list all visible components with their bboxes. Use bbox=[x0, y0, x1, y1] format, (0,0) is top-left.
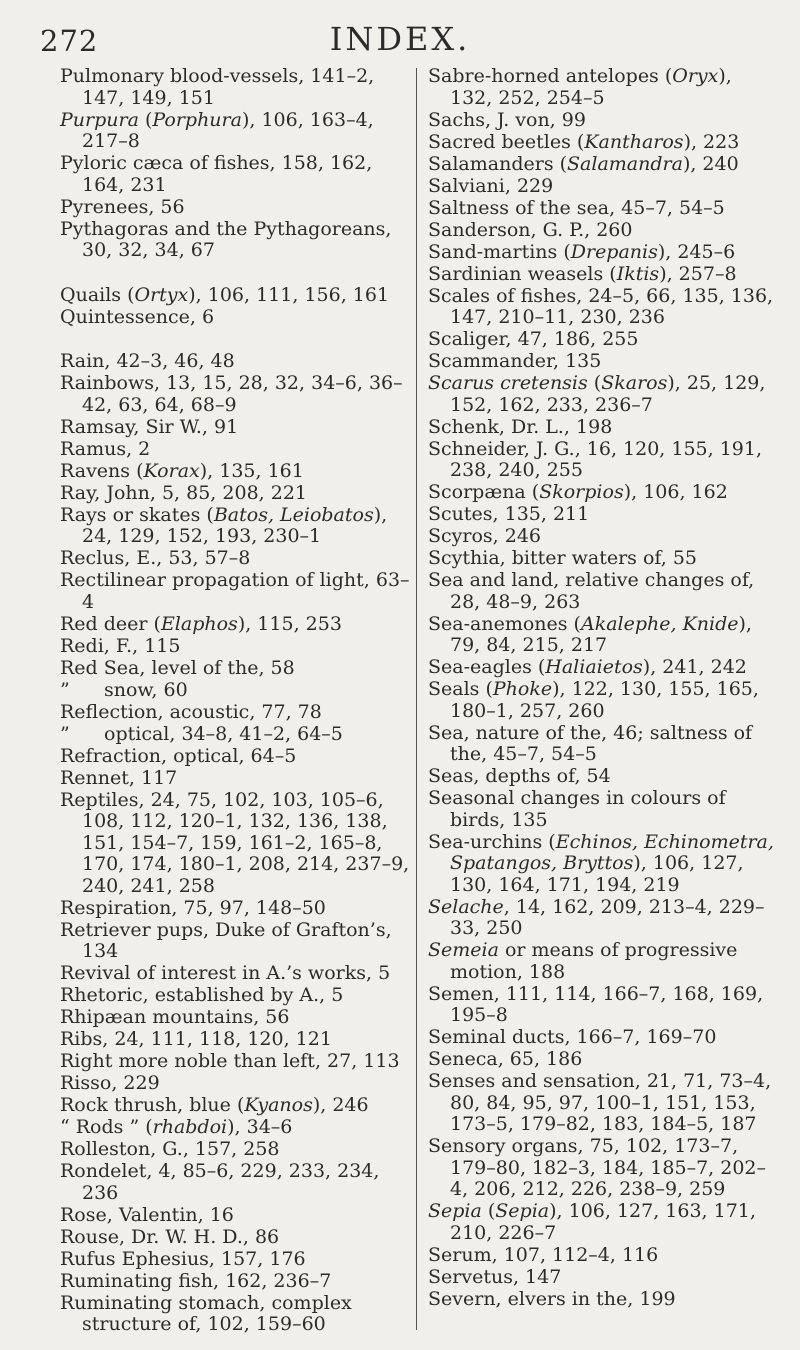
index-entry bbox=[428, 132, 780, 154]
index-entry bbox=[60, 1271, 412, 1293]
index-entry-text: Pyrenees, 56 bbox=[60, 195, 185, 218]
index-entry-text: Retriever pups, Duke of Grafton’s, 134 bbox=[60, 918, 392, 962]
index-entry-italic: Batos, Leiobatos bbox=[213, 503, 374, 526]
index-entry bbox=[428, 657, 780, 679]
index-entry-text: Red deer ( bbox=[60, 612, 161, 635]
index-entry-text: Seasonal changes in colours of birds, 135 bbox=[428, 787, 726, 831]
index-entry-italic: Ortyx bbox=[134, 283, 189, 306]
index-entry bbox=[60, 505, 412, 548]
index-entry-text: Rhipæan mountains, 56 bbox=[60, 1006, 290, 1028]
index-entry-italic: Phoke bbox=[492, 678, 553, 700]
index-entry-text: ), 135, 161 bbox=[199, 459, 304, 482]
index-entry bbox=[60, 1205, 412, 1227]
index-entry-text: Right more noble than left, 27, 113 bbox=[60, 1050, 400, 1072]
index-entry bbox=[60, 1051, 412, 1073]
index-entry bbox=[428, 679, 780, 722]
index-entry-text: Schneider, J. G., 16, 120, 155, 191, 238, 240, 255 bbox=[428, 437, 763, 481]
index-entry-text: ), 106, 111, 156, 161 bbox=[188, 283, 390, 306]
index-column-left bbox=[60, 66, 412, 1336]
index-entry bbox=[428, 1136, 780, 1201]
index-entry bbox=[60, 373, 412, 416]
ditto-mark: ” bbox=[60, 678, 70, 701]
index-entry-text: Sardinian weasels ( bbox=[428, 262, 617, 285]
index-entry-text: Semen, 111, 114, 166–7, 168, 169, 195–8 bbox=[428, 982, 764, 1026]
index-entry-text: ), 240 bbox=[682, 152, 739, 175]
index-entry bbox=[428, 570, 780, 613]
index-entry bbox=[428, 1289, 780, 1311]
index-entry-text: Rain, 42–3, 46, 48 bbox=[60, 350, 235, 372]
index-entry-text: Refraction, optical, 64–5 bbox=[60, 744, 297, 767]
index-entry-text: Rainbows, 13, 15, 28, 32, 34–6, 36–42, 63, 64, 68–9 bbox=[60, 372, 403, 416]
index-entry-italic: Skaros bbox=[601, 372, 668, 394]
index-entry-text: Ravens ( bbox=[60, 459, 144, 482]
index-entry bbox=[60, 768, 412, 790]
index-entry-text: ), 246 bbox=[312, 1094, 369, 1116]
index-entry-text: ), 34–6 bbox=[227, 1116, 293, 1138]
index-entry-text: Revival of interest in A.’s works, 5 bbox=[60, 962, 391, 984]
index-entry-italic: Drepanis bbox=[570, 240, 658, 263]
index-entry-text: ), 241, 242 bbox=[642, 656, 747, 678]
index-entry-text: or means of progressive motion, 188 bbox=[450, 939, 738, 983]
index-entry-text: ), 257–8 bbox=[659, 262, 737, 285]
index-entry-italic: Salamandra bbox=[567, 152, 683, 175]
index-entry-text: Sacred beetles ( bbox=[428, 130, 585, 153]
index-entry bbox=[428, 286, 780, 329]
index-entry bbox=[60, 1227, 412, 1249]
index-entry-italic: Sepia bbox=[428, 1200, 482, 1222]
index-column-right bbox=[428, 66, 780, 1310]
index-entry bbox=[428, 329, 780, 351]
index-entry-text: Scythia, bitter waters of, 55 bbox=[428, 547, 698, 569]
index-entry bbox=[60, 724, 412, 746]
index-entry bbox=[60, 351, 412, 373]
index-entry-text: Scorpæna ( bbox=[428, 481, 540, 503]
index-entry-italic: Scarus cretensis bbox=[428, 372, 588, 394]
index-entry bbox=[428, 614, 780, 657]
index-entry-text: Scyros, 246 bbox=[428, 525, 542, 547]
index-entry bbox=[428, 548, 780, 570]
index-entry bbox=[60, 898, 412, 920]
index-entry bbox=[428, 766, 780, 788]
index-entry-italic: Echinos, Echinometra, Spatangos, Bryttos bbox=[450, 830, 774, 874]
index-entry-italic: rhabdoi bbox=[152, 1116, 228, 1138]
index-entry-text: Rennet, 117 bbox=[60, 766, 178, 789]
index-entry bbox=[428, 482, 780, 504]
index-entry bbox=[428, 723, 780, 766]
index-entry bbox=[60, 153, 412, 196]
index-entry bbox=[428, 1267, 780, 1289]
index-entry-text: Servetus, 147 bbox=[428, 1265, 562, 1288]
index-entry-text: Respiration, 75, 97, 148–50 bbox=[60, 896, 326, 919]
index-entry-text: Ribs, 24, 111, 118, 120, 121 bbox=[60, 1028, 332, 1050]
index-entry-text: optical, 34–8, 41–2, 64–5 bbox=[104, 722, 343, 745]
index-entry-text: Pythagoras and the Pythagoreans, 30, 32, 34, 67 bbox=[60, 217, 392, 261]
index-entry bbox=[428, 897, 780, 940]
index-entry-text: Quails ( bbox=[60, 283, 135, 306]
index-entry-text: Reflection, acoustic, 77, 78 bbox=[60, 700, 322, 723]
index-entry bbox=[428, 351, 780, 373]
index-entry bbox=[60, 985, 412, 1007]
index-entry-text: ), 79, 84, 215, 217 bbox=[450, 612, 752, 656]
index-entry-text: snow, 60 bbox=[104, 678, 188, 701]
index-entry bbox=[60, 1029, 412, 1051]
index-entry-text: Sachs, J. von, 99 bbox=[428, 108, 586, 131]
index-entry-text: Reptiles, 24, 75, 102, 103, 105–6, 108, 112, 120–1, 132, 136, 138, 151, 154–7, 159, 161–2, 165–8, 170, 174, 180–1, 208, 214, 237–9, 240, 241, 258 bbox=[60, 788, 410, 897]
index-entry-text: “ Rods ” ( bbox=[60, 1116, 153, 1138]
index-entry bbox=[60, 920, 412, 963]
index-entry-text: Pyloric cæca of fishes, 158, 162, 164, 231 bbox=[60, 152, 373, 196]
index-entry-italic: Haliaietos bbox=[545, 656, 643, 678]
index-entry bbox=[60, 570, 412, 613]
index-entry bbox=[428, 176, 780, 198]
index-entry bbox=[60, 636, 412, 658]
index-entry-text: Ramsay, Sir W., 91 bbox=[60, 415, 239, 438]
index-entry-text: Pulmonary blood-vessels, 141–2, 147, 149, 151 bbox=[60, 65, 375, 109]
index-entry-text: Ray, John, 5, 85, 208, 221 bbox=[60, 481, 307, 504]
page-header bbox=[0, 18, 800, 62]
index-entry-text: Rays or skates ( bbox=[60, 503, 214, 526]
index-entry bbox=[60, 307, 412, 329]
index-entry-text: Sensory organs, 75, 102, 173–7, 179–80, 182–3, 184, 185–7, 202–4, 206, 212, 226, 238–9, 259 bbox=[428, 1135, 766, 1200]
index-entry-text: Ruminating fish, 162, 236–7 bbox=[60, 1269, 332, 1292]
index-entry-text: Sea, nature of the, 46; saltness of the, 45–7, 54–5 bbox=[428, 721, 753, 765]
index-columns bbox=[60, 66, 780, 1341]
index-entry bbox=[428, 1201, 780, 1244]
index-entry bbox=[428, 439, 780, 482]
index-entry-text: Seas, depths of, 54 bbox=[428, 765, 611, 787]
index-entry bbox=[60, 680, 412, 702]
index-entry-text: Seals ( bbox=[428, 678, 493, 700]
index-entry bbox=[60, 658, 412, 680]
index-entry bbox=[60, 1073, 412, 1095]
page-title: INDEX. bbox=[329, 20, 471, 58]
index-entry-italic: Iktis bbox=[616, 262, 660, 285]
index-entry-text: ), 106, 162 bbox=[623, 481, 728, 503]
index-entry bbox=[60, 219, 412, 262]
index-entry-text: Rolleston, G., 157, 258 bbox=[60, 1138, 280, 1160]
index-entry-text: Saltness of the sea, 45–7, 54–5 bbox=[428, 196, 725, 219]
index-entry-italic: Purpura bbox=[60, 108, 139, 131]
index-entry-text: ), 24, 129, 152, 193, 230–1 bbox=[82, 503, 388, 547]
index-entry-text: ), 223 bbox=[683, 130, 740, 153]
index-entry bbox=[428, 1245, 780, 1267]
index-entry-text: Scaliger, 47, 186, 255 bbox=[428, 328, 639, 350]
index-entry-text: Ruminating stomach, complex structure of, 102, 159–60 bbox=[60, 1291, 352, 1335]
index-entry-italic: Semeia bbox=[428, 939, 499, 961]
index-entry-text: Sea-urchins ( bbox=[428, 830, 556, 853]
index-entry-text: Sea-eagles ( bbox=[428, 656, 546, 678]
index-entry-text: Seminal ducts, 166–7, 169–70 bbox=[428, 1026, 717, 1048]
index-entry-text: ), 106, 127, 130, 164, 171, 194, 219 bbox=[450, 852, 744, 896]
index-entry-text: Redi, F., 115 bbox=[60, 634, 181, 657]
index-entry-text: ( bbox=[587, 372, 602, 394]
index-entry bbox=[428, 504, 780, 526]
index-entry-text: Scutes, 135, 211 bbox=[428, 503, 590, 525]
index-entry-italic: Kantharos bbox=[584, 130, 684, 153]
index-entry bbox=[428, 1071, 780, 1136]
index-entry-text: Schenk, Dr. L., 198 bbox=[428, 415, 613, 438]
index-entry bbox=[60, 548, 412, 570]
index-entry bbox=[428, 154, 780, 176]
index-entry-text: Sea-anemones ( bbox=[428, 612, 581, 635]
index-entry-text: ), 25, 129, 152, 162, 233, 236–7 bbox=[450, 372, 766, 416]
index-entry bbox=[428, 832, 780, 897]
index-entry-text: Serum, 107, 112–4, 116 bbox=[428, 1243, 659, 1266]
index-entry-text: Rufus Ephesius, 157, 176 bbox=[60, 1247, 306, 1270]
index-entry-text: Red Sea, level of the, 58 bbox=[60, 656, 295, 679]
index-entry-text: ), 115, 253 bbox=[237, 612, 342, 635]
index-entry bbox=[428, 984, 780, 1027]
index-entry-italic: Porphura bbox=[152, 108, 242, 131]
index-entry bbox=[60, 110, 412, 153]
index-entry bbox=[60, 746, 412, 768]
index-entry bbox=[428, 220, 780, 242]
index-entry-text: Rondelet, 4, 85–6, 229, 233, 234, 236 bbox=[60, 1160, 380, 1204]
index-entry-italic: Akalephe, Knide bbox=[580, 612, 739, 635]
index-entry-italic: Korax bbox=[143, 459, 200, 482]
index-entry bbox=[60, 1117, 412, 1139]
index-entry-text: Senses and sensation, 21, 71, 73–4, 80, 84, 95, 97, 100–1, 151, 153, 173–5, 179–82, 183, 184–5, 187 bbox=[428, 1070, 772, 1135]
index-entry-text: ), 122, 130, 155, 165, 180–1, 257, 260 bbox=[450, 678, 759, 722]
index-entry-italic: Sepia bbox=[495, 1200, 550, 1222]
index-entry-text: ), 132, 252, 254–5 bbox=[450, 65, 732, 109]
index-entry bbox=[60, 1161, 412, 1204]
index-entry bbox=[428, 264, 780, 286]
index-entry-text: Rectilinear propagation of light, 63–4 bbox=[60, 569, 410, 613]
index-entry bbox=[60, 439, 412, 461]
index-entry bbox=[60, 963, 412, 985]
index-entry-text: Scammander, 135 bbox=[428, 350, 602, 372]
index-entry-text: Rhetoric, established by A., 5 bbox=[60, 984, 344, 1006]
index-entry bbox=[60, 461, 412, 483]
index-entry bbox=[60, 285, 412, 307]
ditto-mark: ” bbox=[60, 722, 70, 745]
index-entry bbox=[428, 110, 780, 132]
index-entry-text: Rouse, Dr. W. H. D., 86 bbox=[60, 1225, 280, 1248]
index-entry bbox=[428, 417, 780, 439]
index-entry-text: Seneca, 65, 186 bbox=[428, 1048, 583, 1070]
index-entry-text: Quintessence, 6 bbox=[60, 305, 215, 328]
index-entry bbox=[428, 66, 780, 109]
index-entry-text: ( bbox=[138, 108, 153, 131]
index-entry bbox=[428, 373, 780, 416]
page-number: 272 bbox=[40, 24, 99, 58]
index-entry bbox=[60, 790, 412, 898]
index-entry-italic: Skorpios bbox=[539, 481, 624, 503]
index-entry-text: ( bbox=[481, 1200, 496, 1222]
index-entry bbox=[60, 66, 412, 109]
index-entry bbox=[60, 1095, 412, 1117]
index-entry-text: Sea and land, relative changes of, 28, 48–9, 263 bbox=[428, 569, 755, 613]
index-entry-text: Sabre-horned antelopes ( bbox=[428, 65, 673, 87]
index-entry-text: Scales of fishes, 24–5, 66, 135, 136, 147, 210–11, 230, 236 bbox=[428, 284, 774, 328]
index-entry-italic: Selache bbox=[428, 895, 504, 918]
index-entry bbox=[428, 1049, 780, 1071]
index-entry-text: Salamanders ( bbox=[428, 152, 568, 175]
index-entry-text: Salviani, 229 bbox=[428, 174, 554, 197]
index-entry-text: Severn, elvers in the, 199 bbox=[428, 1287, 676, 1310]
index-entry-text: , 14, 162, 209, 213–4, 229–33, 250 bbox=[450, 895, 765, 939]
index-entry-text: Sanderson, G. P., 260 bbox=[428, 218, 633, 241]
index-entry-italic: Kyanos bbox=[244, 1094, 313, 1116]
index-entry bbox=[428, 1027, 780, 1049]
index-entry bbox=[428, 242, 780, 264]
index-entry-text: ), 106, 127, 163, 171, 210, 226–7 bbox=[450, 1200, 756, 1244]
index-entry-text: Rock thrush, blue ( bbox=[60, 1094, 245, 1116]
index-entry bbox=[60, 197, 412, 219]
index-entry-text: Sand-martins ( bbox=[428, 240, 571, 263]
index-entry bbox=[428, 940, 780, 983]
column-divider bbox=[416, 68, 417, 1330]
index-entry-text: Reclus, E., 53, 57–8 bbox=[60, 547, 251, 569]
index-entry bbox=[60, 614, 412, 636]
index-entry-text: Rose, Valentin, 16 bbox=[60, 1203, 234, 1226]
index-entry-text: Ramus, 2 bbox=[60, 437, 151, 460]
index-entry bbox=[60, 1293, 412, 1336]
index-entry-text: ), 106, 163–4, 217–8 bbox=[82, 108, 374, 152]
index-entry-text: ), 245–6 bbox=[657, 240, 736, 263]
index-entry-italic: Elaphos bbox=[160, 612, 238, 635]
index-entry bbox=[60, 1007, 412, 1029]
index-entry bbox=[60, 702, 412, 724]
index-entry bbox=[60, 483, 412, 505]
index-entry-text: Risso, 229 bbox=[60, 1072, 160, 1094]
index-entry bbox=[60, 1139, 412, 1161]
index-entry bbox=[428, 526, 780, 548]
index-entry bbox=[428, 788, 780, 831]
index-entry bbox=[60, 1249, 412, 1271]
index-entry bbox=[60, 417, 412, 439]
index-entry-italic: Oryx bbox=[672, 65, 719, 87]
index-entry bbox=[428, 198, 780, 220]
